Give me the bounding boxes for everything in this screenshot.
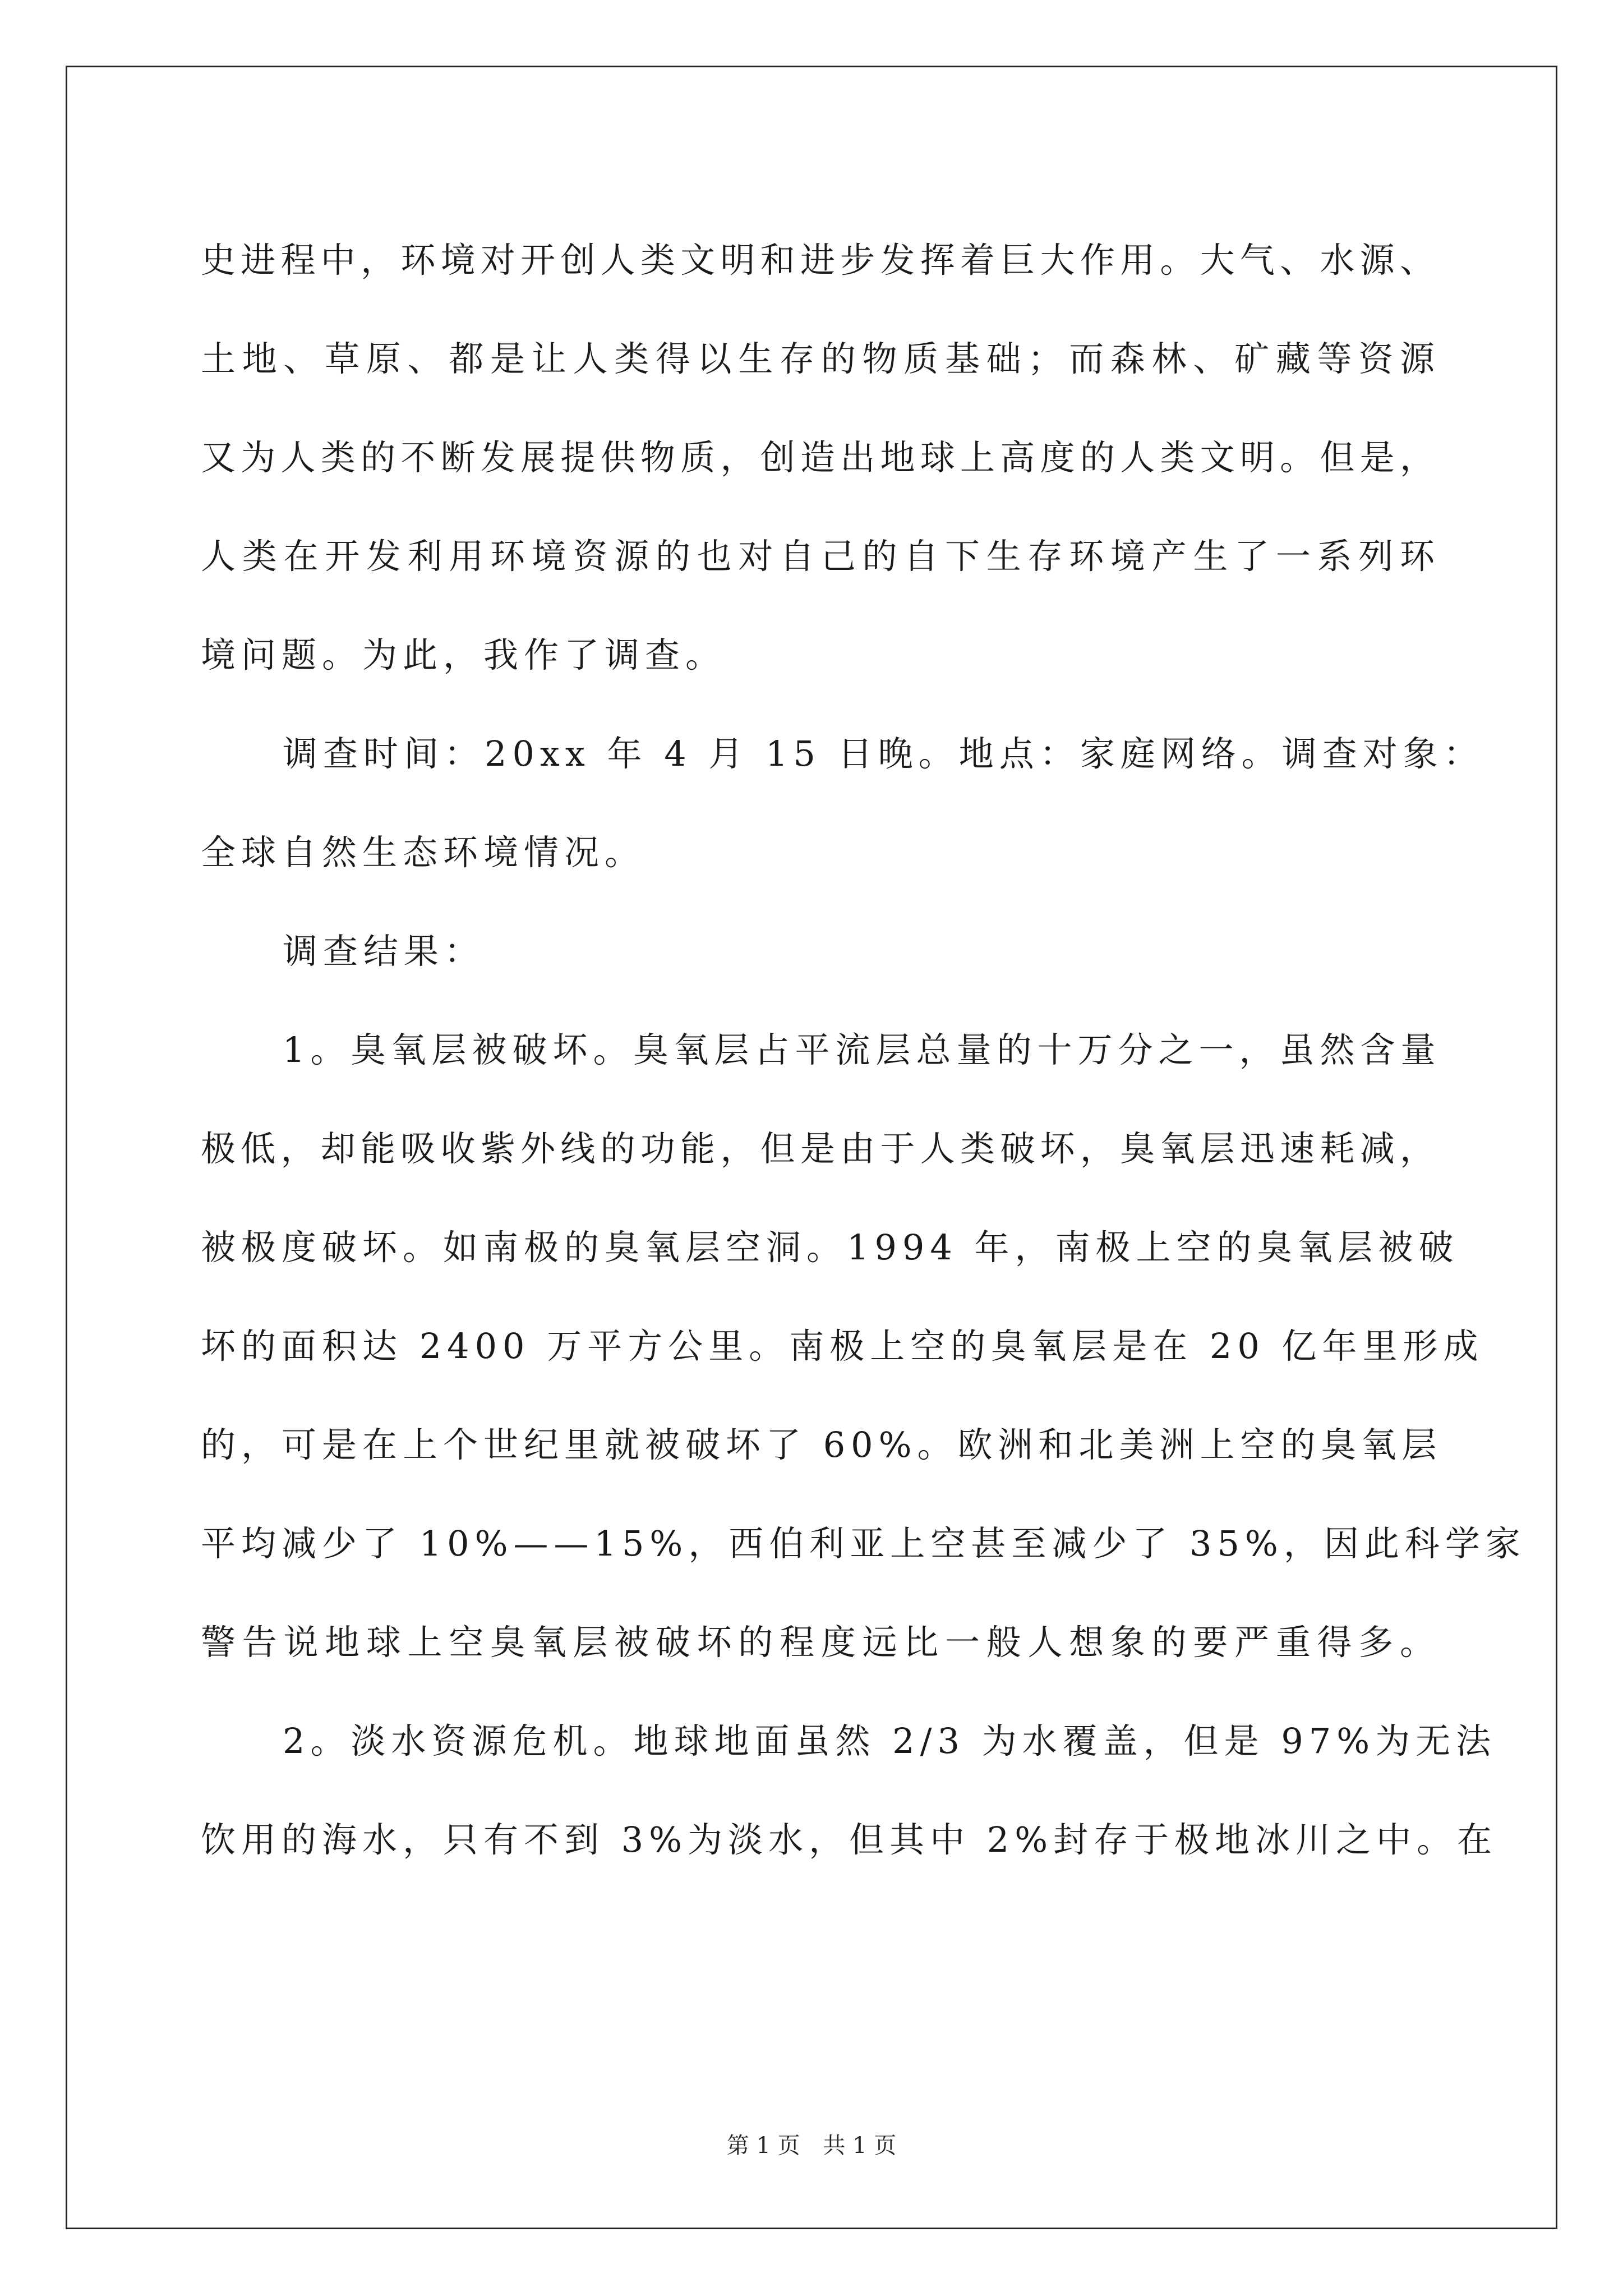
paragraph-4-line-3: 被极度破坏。如南极的臭氧层空洞。1994 年，南极上空的臭氧层被破: [201, 1227, 1459, 1268]
paragraph-3-line-1: 调查结果：: [283, 931, 485, 972]
page-number-current: 第 1 页: [726, 2133, 800, 2159]
paragraph-1-line-1: 史进程中，环境对开创人类文明和进步发挥着巨大作用。大气、水源、: [201, 240, 1435, 280]
paragraph-2-line-1: 调查时间：20xx 年 4 月 15 日晚。地点：家庭网络。调查对象：: [283, 733, 1484, 774]
document-body: [201, 211, 1526, 1889]
paragraph-4-line-5: 的，可是在上个世纪里就被破坏了 60%。欧洲和北美洲上空的臭氧层: [201, 1424, 1442, 1465]
paragraph-4-line-1: 1。臭氧层被破坏。臭氧层占平流层总量的十万分之一，虽然含量: [283, 1029, 1441, 1070]
paragraph-4-line-7: 警告说地球上空臭氧层被破坏的程度远比一般人想象的要严重得多。: [201, 1622, 1435, 1663]
paragraph-4-line-4: 坏的面积达 2400 万平方公里。南极上空的臭氧层是在 20 亿年里形成: [201, 1326, 1484, 1366]
paragraph-1-line-2: 土地、草原、都是让人类得以生存的物质基础；而森林、矿藏等资源: [201, 338, 1435, 379]
paragraph-5-line-2: 饮用的海水，只有不到 3%为淡水，但其中 2%封存于极地冰川之中。在: [201, 1819, 1498, 1860]
page-number-total: 共 1 页: [823, 2133, 897, 2159]
page-footer: [0, 2129, 1623, 2162]
paragraph-4-line-2: 极低，却能吸收紫外线的功能，但是由于人类破坏，臭氧层迅速耗减，: [201, 1128, 1435, 1169]
paragraph-4-line-6: 平均减少了 10%——15%，西伯利亚上空甚至减少了 35%，因此科学家: [201, 1523, 1526, 1564]
paragraph-5-line-1: 2。淡水资源危机。地球地面虽然 2/3 为水覆盖，但是 97%为无法: [283, 1720, 1497, 1761]
paragraph-1-line-4: 人类在开发利用环境资源的也对自己的自下生存环境产生了一系列环: [201, 536, 1435, 577]
paragraph-1-line-5: 境问题。为此，我作了调查。: [201, 634, 726, 675]
paragraph-2-line-2: 全球自然生态环境情况。: [201, 832, 645, 873]
paragraph-1-line-3: 又为人类的不断发展提供物质，创造出地球上高度的人类文明。但是，: [201, 437, 1435, 478]
